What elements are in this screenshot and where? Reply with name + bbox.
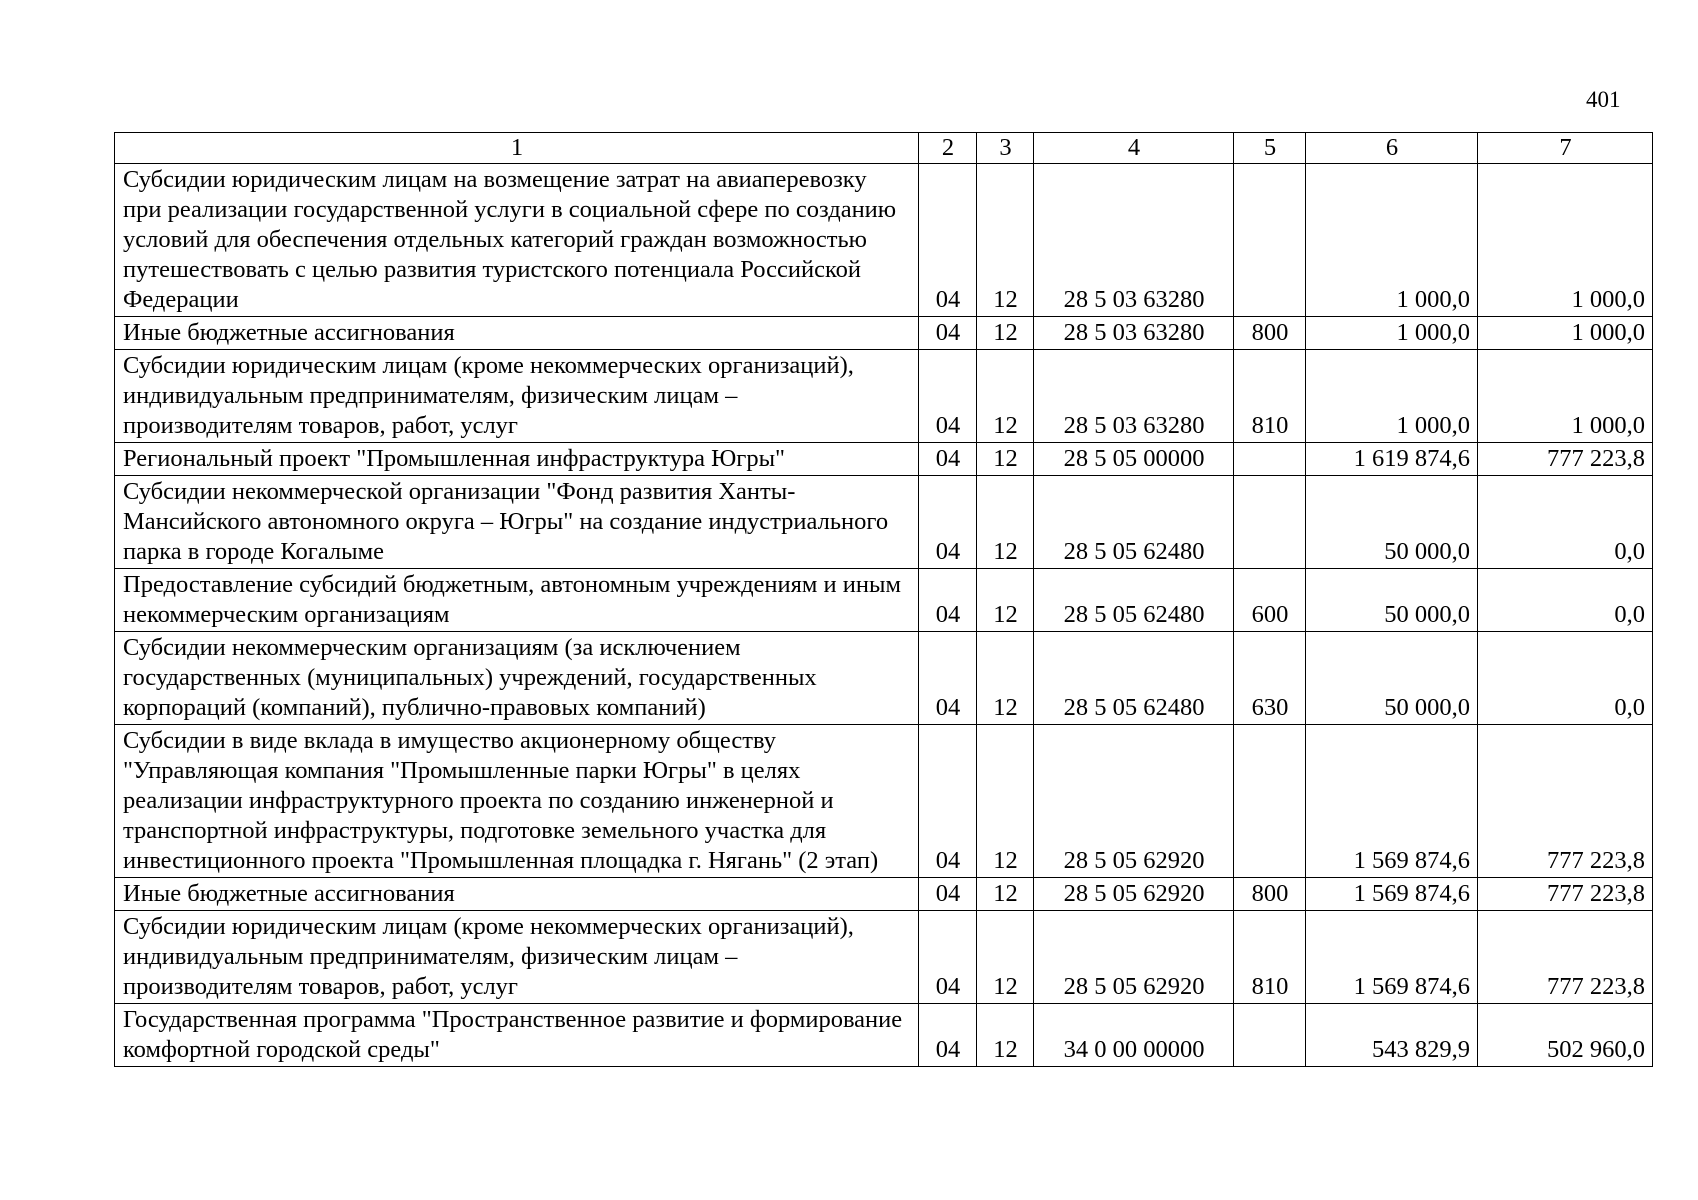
- target-article-cell: 28 5 03 63280: [1034, 164, 1234, 317]
- amount-col6-cell: 1 619 874,6: [1306, 443, 1478, 476]
- expense-type-cell: 800: [1234, 878, 1306, 911]
- row-name-cell: Субсидии юридическим лицам на возмещение затрат на авиаперевозку при реализации государственной услуги в социальной сфере по созданию условий для обеспечения отдельных категорий граждан возможностью путешествовать с целью развития туристского потенциала Российской Федерации: [115, 164, 919, 317]
- expense-type-cell: 630: [1234, 632, 1306, 725]
- row-name-cell: Субсидии в виде вклада в имущество акционерному обществу "Управляющая компания "Промышленные парки Югры" в целях реализации инфраструктурного проекта по созданию инженерной и транспортной инфраструктуры, подготовке земельного участка для инвестиционного проекта "Промышленная площадка г. Нягань" (2 этап): [115, 725, 919, 878]
- expense-type-cell: 600: [1234, 569, 1306, 632]
- column-header: 4: [1034, 133, 1234, 164]
- row-name-cell: Субсидии некоммерческой организации "Фонд развития Ханты-Мансийского автономного округа – Югры" на создание индустриального парка в городе Когалыме: [115, 476, 919, 569]
- amount-col7-cell: 0,0: [1478, 569, 1653, 632]
- amount-col6-cell: 50 000,0: [1306, 632, 1478, 725]
- column-header: 2: [919, 133, 977, 164]
- expense-type-cell: 810: [1234, 350, 1306, 443]
- subsection-code-cell: 12: [977, 725, 1034, 878]
- subsection-code-cell: 12: [977, 632, 1034, 725]
- table-row: [115, 350, 1653, 443]
- row-name-cell: Иные бюджетные ассигнования: [115, 878, 919, 911]
- expense-type-cell: [1234, 476, 1306, 569]
- row-name-cell: Субсидии некоммерческим организациям (за исключением государственных (муниципальных) учреждений, государственных корпораций (компаний), публично-правовых компаний): [115, 632, 919, 725]
- amount-col6-cell: 1 569 874,6: [1306, 878, 1478, 911]
- amount-col7-cell: 1 000,0: [1478, 164, 1653, 317]
- target-article-cell: 28 5 03 63280: [1034, 317, 1234, 350]
- row-name-cell: Государственная программа "Пространственное развитие и формирование комфортной городской среды": [115, 1004, 919, 1067]
- table-row: [115, 911, 1653, 1004]
- target-article-cell: 28 5 05 62920: [1034, 911, 1234, 1004]
- subsection-code-cell: 12: [977, 911, 1034, 1004]
- section-code-cell: 04: [919, 911, 977, 1004]
- amount-col6-cell: 1 000,0: [1306, 164, 1478, 317]
- amount-col6-cell: 1 569 874,6: [1306, 911, 1478, 1004]
- section-code-cell: 04: [919, 725, 977, 878]
- section-code-cell: 04: [919, 317, 977, 350]
- expense-type-cell: 810: [1234, 911, 1306, 1004]
- subsection-code-cell: 12: [977, 476, 1034, 569]
- table-row: [115, 1004, 1653, 1067]
- column-header: 6: [1306, 133, 1478, 164]
- table-header-row: [115, 133, 1653, 164]
- target-article-cell: 28 5 05 62480: [1034, 569, 1234, 632]
- amount-col6-cell: 1 569 874,6: [1306, 725, 1478, 878]
- subsection-code-cell: 12: [977, 443, 1034, 476]
- subsection-code-cell: 12: [977, 164, 1034, 317]
- target-article-cell: 28 5 05 62480: [1034, 476, 1234, 569]
- table-row: [115, 476, 1653, 569]
- amount-col7-cell: 1 000,0: [1478, 317, 1653, 350]
- subsection-code-cell: 12: [977, 878, 1034, 911]
- table-row: [115, 443, 1653, 476]
- table-row: [115, 317, 1653, 350]
- amount-col6-cell: 1 000,0: [1306, 317, 1478, 350]
- column-header: 7: [1478, 133, 1653, 164]
- target-article-cell: 28 5 03 63280: [1034, 350, 1234, 443]
- column-header: 3: [977, 133, 1034, 164]
- table-row: [115, 878, 1653, 911]
- section-code-cell: 04: [919, 350, 977, 443]
- target-article-cell: 34 0 00 00000: [1034, 1004, 1234, 1067]
- amount-col7-cell: 777 223,8: [1478, 725, 1653, 878]
- amount-col6-cell: 50 000,0: [1306, 476, 1478, 569]
- subsection-code-cell: 12: [977, 1004, 1034, 1067]
- subsection-code-cell: 12: [977, 350, 1034, 443]
- expense-type-cell: [1234, 725, 1306, 878]
- row-name-cell: Региональный проект "Промышленная инфраструктура Югры": [115, 443, 919, 476]
- row-name-cell: Субсидии юридическим лицам (кроме некоммерческих организаций), индивидуальным предпринимателям, физическим лицам – производителям товаров, работ, услуг: [115, 350, 919, 443]
- table-row: [115, 569, 1653, 632]
- table-row: [115, 725, 1653, 878]
- amount-col6-cell: 543 829,9: [1306, 1004, 1478, 1067]
- column-header: 5: [1234, 133, 1306, 164]
- section-code-cell: 04: [919, 569, 977, 632]
- amount-col7-cell: 502 960,0: [1478, 1004, 1653, 1067]
- amount-col7-cell: 0,0: [1478, 632, 1653, 725]
- section-code-cell: 04: [919, 164, 977, 317]
- target-article-cell: 28 5 05 62920: [1034, 725, 1234, 878]
- amount-col7-cell: 777 223,8: [1478, 443, 1653, 476]
- expense-type-cell: [1234, 164, 1306, 317]
- target-article-cell: 28 5 05 62920: [1034, 878, 1234, 911]
- section-code-cell: 04: [919, 476, 977, 569]
- row-name-cell: Предоставление субсидий бюджетным, автономным учреждениям и иным некоммерческим организациям: [115, 569, 919, 632]
- amount-col6-cell: 1 000,0: [1306, 350, 1478, 443]
- table-row: [115, 164, 1653, 317]
- section-code-cell: 04: [919, 1004, 977, 1067]
- expense-type-cell: [1234, 1004, 1306, 1067]
- table-row: [115, 632, 1653, 725]
- section-code-cell: 04: [919, 878, 977, 911]
- section-code-cell: 04: [919, 632, 977, 725]
- page-number: 401: [1586, 87, 1621, 112]
- amount-col7-cell: 777 223,8: [1478, 878, 1653, 911]
- amount-col7-cell: 777 223,8: [1478, 911, 1653, 1004]
- target-article-cell: 28 5 05 00000: [1034, 443, 1234, 476]
- amount-col7-cell: 1 000,0: [1478, 350, 1653, 443]
- expense-type-cell: [1234, 443, 1306, 476]
- amount-col7-cell: 0,0: [1478, 476, 1653, 569]
- section-code-cell: 04: [919, 443, 977, 476]
- row-name-cell: Иные бюджетные ассигнования: [115, 317, 919, 350]
- row-name-cell: Субсидии юридическим лицам (кроме некоммерческих организаций), индивидуальным предпринимателям, физическим лицам – производителям товаров, работ, услуг: [115, 911, 919, 1004]
- budget-table: [114, 132, 1653, 1067]
- expense-type-cell: 800: [1234, 317, 1306, 350]
- subsection-code-cell: 12: [977, 317, 1034, 350]
- column-header: 1: [115, 133, 919, 164]
- amount-col6-cell: 50 000,0: [1306, 569, 1478, 632]
- target-article-cell: 28 5 05 62480: [1034, 632, 1234, 725]
- subsection-code-cell: 12: [977, 569, 1034, 632]
